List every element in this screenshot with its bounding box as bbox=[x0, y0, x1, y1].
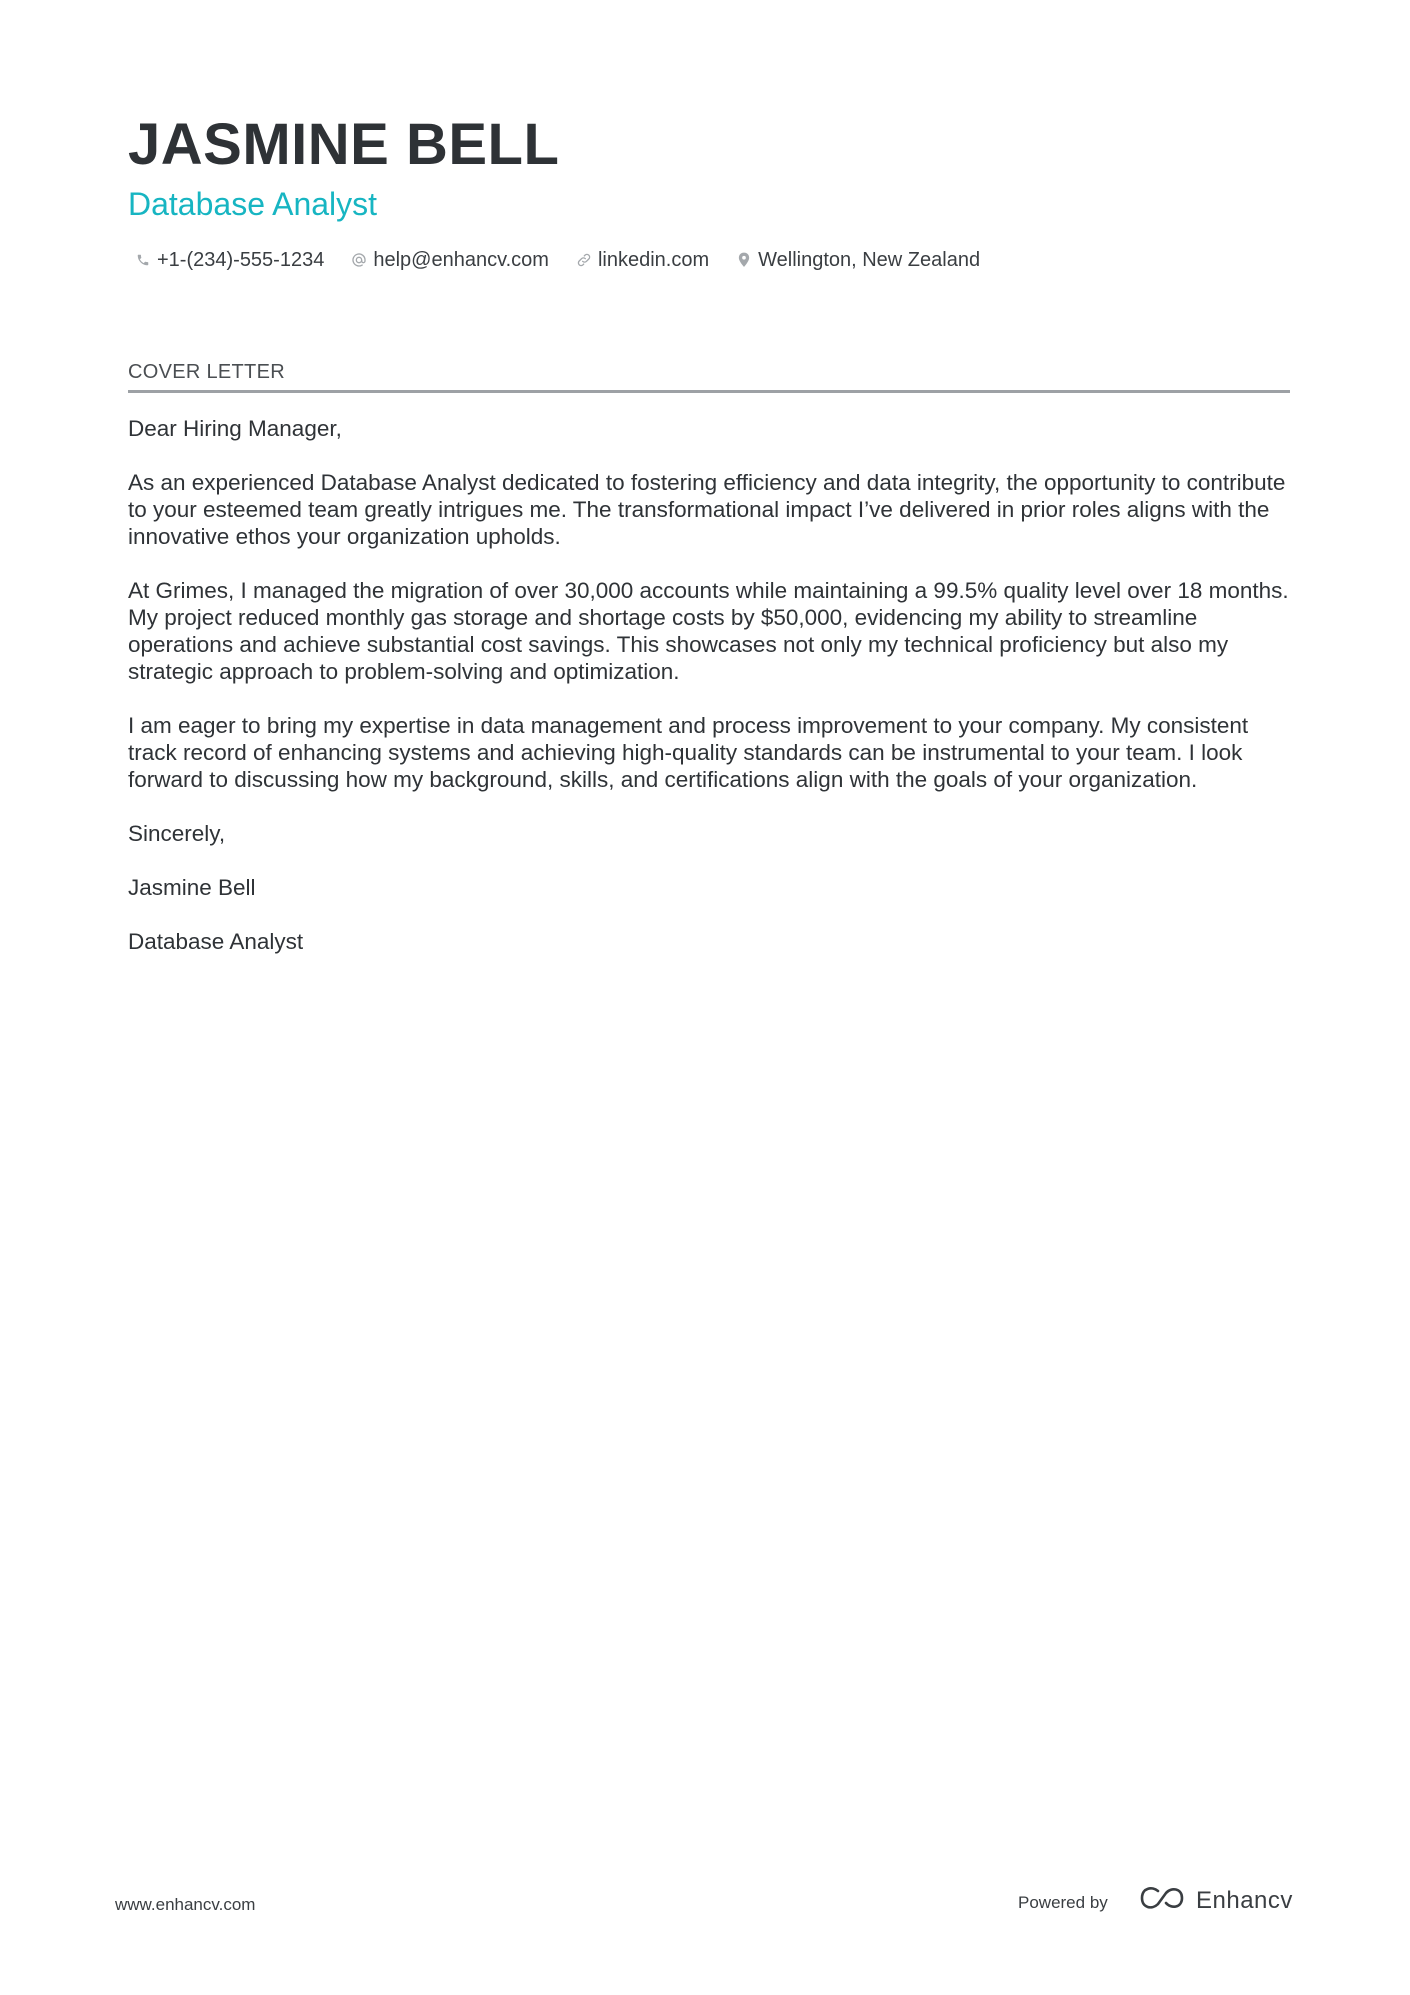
salutation: Dear Hiring Manager, bbox=[128, 416, 342, 441]
footer-url[interactable]: www.enhancv.com bbox=[115, 1895, 256, 1914]
location-pin-icon bbox=[735, 251, 753, 269]
location-text: Wellington, New Zealand bbox=[758, 249, 981, 271]
contact-phone[interactable] bbox=[134, 246, 324, 274]
email-text: help@enhancv.com bbox=[373, 249, 549, 271]
closing: Sincerely, bbox=[128, 821, 226, 846]
phone-text: +1-(234)-555-1234 bbox=[157, 249, 325, 271]
letter-paragraph: I am eager to bring my expertise in data management and process improvement to your company. My consistent track record of enhancing systems and achieving high-quality standards can be instrumental to your team. I look forward to discussing how my background, skills, and certifications align with the goals of your organization. bbox=[128, 713, 1249, 792]
section-heading-label: COVER LETTER bbox=[128, 361, 285, 383]
contact-info bbox=[134, 246, 1006, 274]
contact-linkedin[interactable] bbox=[575, 246, 709, 274]
section-heading bbox=[128, 360, 1290, 393]
linkedin-text: linkedin.com bbox=[597, 249, 710, 271]
candidate-name: JASMINE BELL bbox=[128, 112, 560, 177]
letter-paragraph: As an experienced Database Analyst dedicated to fostering efficiency and data integrity, the opportunity to contribute to your esteemed team greatly intrigues me. The transformational impact I’ve delivered in prior roles aligns with the innovative ethos your organization upholds. bbox=[128, 470, 1286, 549]
letter-body bbox=[128, 415, 1298, 982]
powered-by-label: Powered by bbox=[1018, 1893, 1108, 1912]
brand-name: Enhancv bbox=[1196, 1886, 1293, 1914]
candidate-title: Database Analyst bbox=[128, 186, 378, 222]
phone-icon bbox=[134, 251, 152, 269]
at-icon bbox=[350, 251, 368, 269]
enhancv-logo-icon bbox=[1138, 1885, 1186, 1916]
contact-location bbox=[735, 246, 980, 274]
letter-paragraph: At Grimes, I managed the migration of over 30,000 accounts while maintaining a 99.5% quality level over 18 months. My project reduced monthly gas storage and shortage costs by $50,000, evidencing my ability to streamline operations and achieve substantial cost savings. This showcases not only my technical proficiency but also my strategic approach to problem-solving and optimization. bbox=[128, 578, 1289, 684]
signature-name: Jasmine Bell bbox=[128, 875, 256, 900]
enhancv-brand[interactable] bbox=[1138, 1885, 1293, 1916]
contact-email[interactable] bbox=[350, 246, 549, 274]
link-icon bbox=[575, 251, 593, 269]
signature-title: Database Analyst bbox=[128, 929, 304, 954]
